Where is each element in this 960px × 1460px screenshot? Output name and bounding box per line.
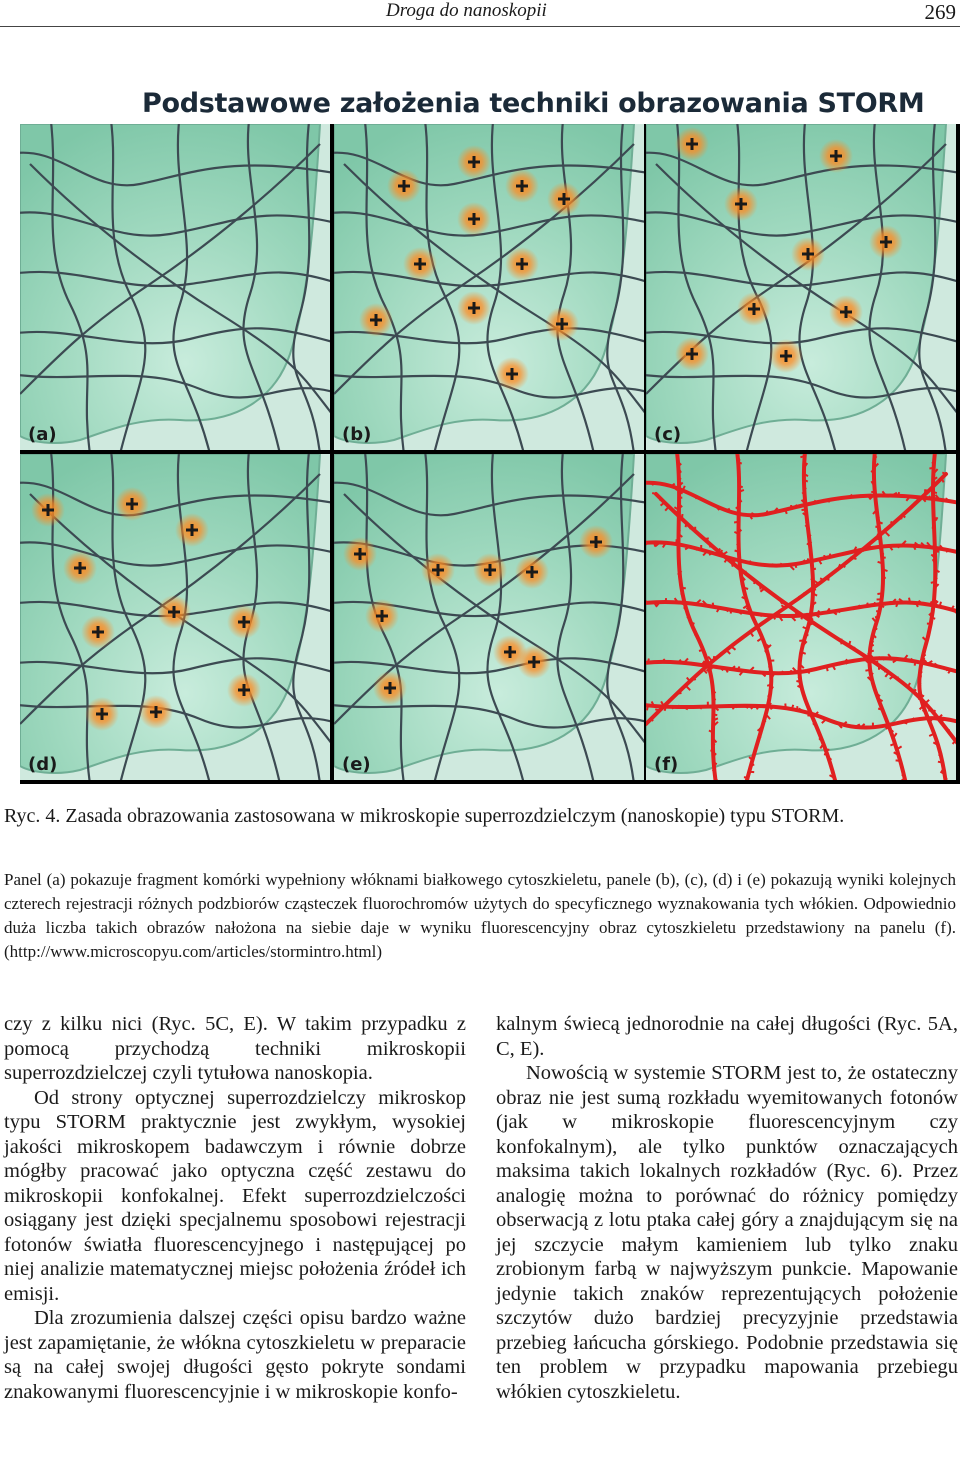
paragraph: Od strony optycznej superrozdzielczy mikroskop typu STORM praktycznie jest zwykłym, wysokiej jakości mikroskopem badawczym i równie dobrze mógłby pracować jako optyczna część zestawu do mikroskopii konfokalnej. Efekt superrozdzielczości osiągany jest dzięki specjalnemu sposobowi rejestracji fotonów światła fluorescencyjnego i następującej po niej analizie matematycznej miejsc położenia źródeł ich emisji. xyxy=(4,1086,466,1305)
emitter-marker xyxy=(869,225,903,259)
paragraph: Nowością w systemie STORM jest to, że ostateczny obraz nie jest sumą rozkładu wyemitowanych fotonów (jak w mikroskopie fluorescencyjnym czy konfokalnym), ale tylko punktów oznaczających maksima takich lokalnych rozkładów (Ryc. 6). Przez analogię można to porównać do różnicy pomiędzy obserwacją z lotu ptaka całej góry a znajdującym się na jej szczycie małym kamieniem lub tylko znaku zrobionym farbą w najwyższym punkcie. Mapowanie jedynie takich znaków reprezentujących położenie szczytów dużo bardziej precyzyjnie przedstawia przebieg łańcucha górskiego. Podobnie przedstawia się ten problem w przypadku mapowania przebiegu włókien cytoszkieletu. xyxy=(496,1062,958,1403)
panel-c xyxy=(646,124,956,450)
running-title: Droga do nanoskopii xyxy=(386,0,547,21)
emitter-marker xyxy=(421,553,455,587)
panel-illustration xyxy=(334,124,644,450)
panel-a xyxy=(20,124,330,450)
panel-b xyxy=(334,124,644,450)
emitter-marker xyxy=(829,295,863,329)
panel-label: (b) xyxy=(342,424,372,445)
emitter-marker xyxy=(737,292,771,326)
emitter-marker xyxy=(85,697,119,731)
panel-f xyxy=(646,454,956,780)
figure-caption-body: Panel (a) pokazuje fragment komórki wypełniony włóknami białkowego cytoszkieletu, panele (b), (c), (d) i (e) pokazują wyniki kolejnych czterech rejestracji różnych podzbiorów cząsteczek fluorochromów użytych do specyficznego wyznakowania tych włókien. Odpowiednio duża liczba takich obrazów nałożona na siebie daje w wyniku fluorescencyjny obraz cytoszkieletu przedstawiony na panelu (f). (http://www.microscopyu.com/articles/stormintro.html) xyxy=(4,870,956,961)
emitter-marker xyxy=(457,145,491,179)
emitter-marker xyxy=(473,553,507,587)
emitter-marker xyxy=(769,339,803,373)
emitter-marker xyxy=(157,595,191,629)
paragraph: Dla zrozumienia dalszej części opisu bardzo ważne jest zapamiętanie, że włókna cytoszkieletu w preparacie są na całej swojej długości gęsto pokryte sondami znakowanymi fluorescencyjnie i w mikroskopie konfo- xyxy=(4,1307,466,1403)
storm-figure xyxy=(20,124,960,784)
page-header xyxy=(0,0,960,24)
emitter-marker xyxy=(139,695,173,729)
emitter-marker xyxy=(505,247,539,281)
emitter-marker xyxy=(387,169,421,203)
emitter-marker xyxy=(791,237,825,271)
panel-illustration xyxy=(20,124,330,450)
emitter-marker xyxy=(175,513,209,547)
emitter-marker xyxy=(63,551,97,585)
emitter-marker xyxy=(517,645,551,679)
emitter-marker xyxy=(403,247,437,281)
page-number: 269 xyxy=(924,0,956,24)
paragraph: czy z kilku nici (Ryc. 5C, E). W takim przypadku z pomocą przychodzą techniki mikroskopii superrozdzielczej czyli tytułowa nanoskopia. xyxy=(4,1013,466,1084)
emitter-marker xyxy=(343,537,377,571)
panel-label: (c) xyxy=(654,424,682,445)
emitter-marker xyxy=(547,182,581,216)
paragraph: kalnym świecą jednorodnie na całej długości (Ryc. 5A, C, E). xyxy=(496,1013,958,1060)
emitter-marker xyxy=(457,202,491,236)
panel-label: (f) xyxy=(654,754,679,775)
emitter-marker xyxy=(579,525,613,559)
emitter-marker xyxy=(81,615,115,649)
text-column-left xyxy=(4,1012,466,1404)
panel-illustration xyxy=(646,454,956,780)
panel-label: (e) xyxy=(342,754,371,775)
emitter-marker xyxy=(545,307,579,341)
panel-illustration xyxy=(334,454,644,780)
header-rule xyxy=(0,26,960,27)
emitter-marker xyxy=(373,671,407,705)
emitter-marker xyxy=(115,487,149,521)
emitter-marker xyxy=(675,127,709,161)
emitter-marker xyxy=(675,337,709,371)
emitter-marker xyxy=(227,673,261,707)
emitter-marker xyxy=(819,139,853,173)
panel-label: (d) xyxy=(28,754,58,775)
panel-illustration xyxy=(20,454,330,780)
panel-e xyxy=(334,454,644,780)
emitter-marker xyxy=(515,555,549,589)
emitter-marker xyxy=(724,187,758,221)
emitter-marker xyxy=(457,291,491,325)
text-column-right xyxy=(496,1012,958,1404)
panel-illustration xyxy=(646,124,956,450)
panel-label: (a) xyxy=(28,424,57,445)
figure-title: Podstawowe założenia techniki obrazowania STORM xyxy=(142,88,925,119)
panel-d xyxy=(20,454,330,780)
emitter-marker xyxy=(495,357,529,391)
emitter-marker xyxy=(365,599,399,633)
figure-caption-heading: Ryc. 4. Zasada obrazowania zastosowana w mikroskopie superrozdzielczym (nanoskopie) typu STORM. xyxy=(4,805,845,827)
emitter-marker xyxy=(359,303,393,337)
emitter-marker xyxy=(227,605,261,639)
emitter-marker xyxy=(505,169,539,203)
emitter-marker xyxy=(31,493,65,527)
